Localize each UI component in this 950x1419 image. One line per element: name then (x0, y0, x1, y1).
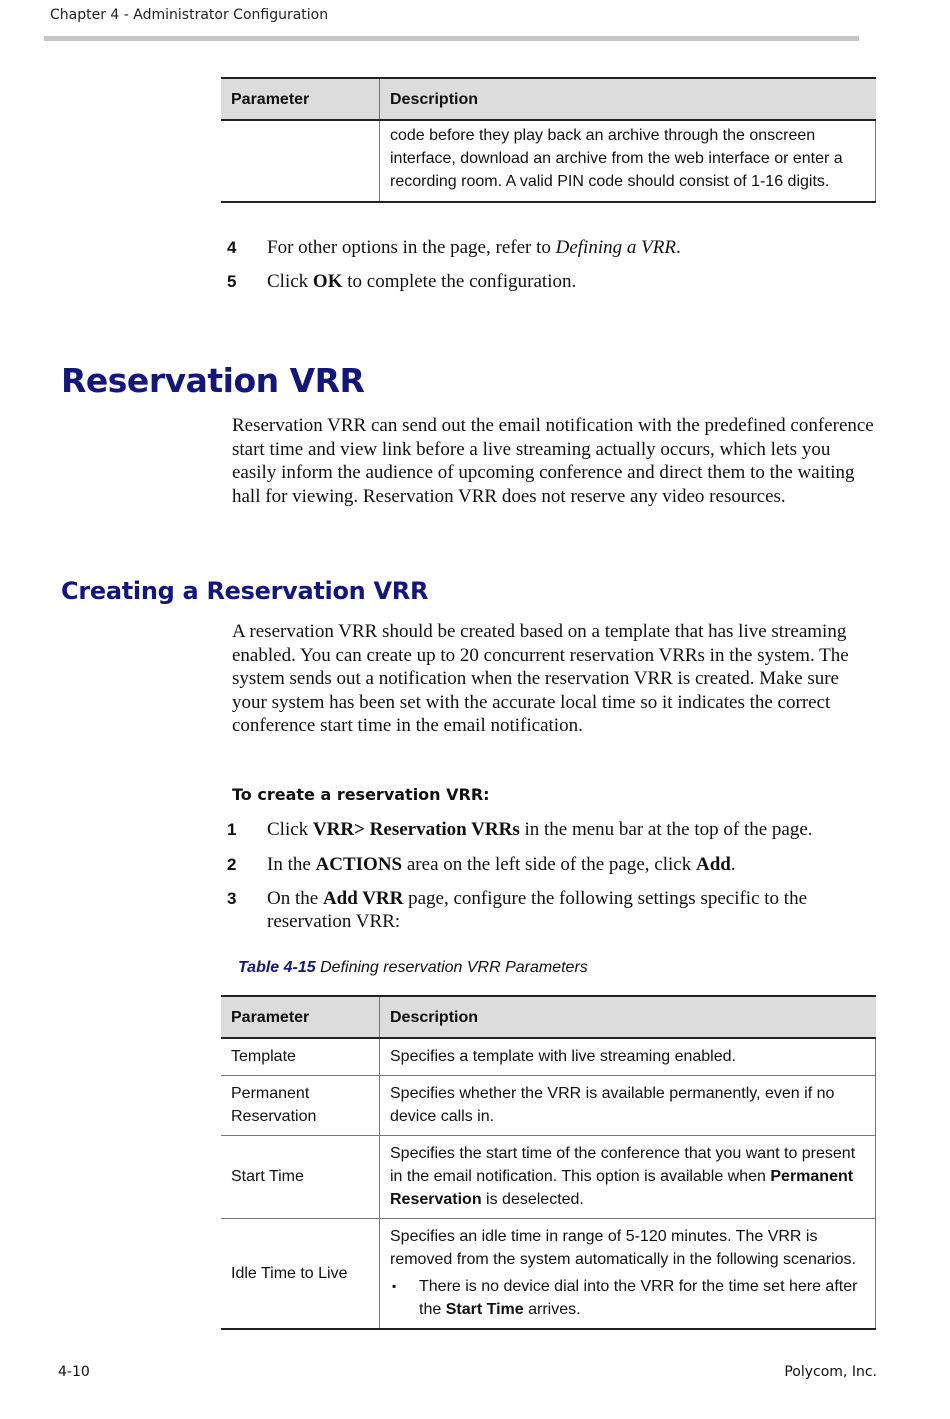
procedure-step-2 (227, 853, 867, 876)
description-text: Specifies the start time of the conference that you want to present in the email notification. This option is available when (390, 1145, 856, 1185)
step-text-part: page, configure the following settings specific to the reservation VRR: (267, 888, 808, 932)
step-text (267, 887, 867, 933)
bullet-square-icon: ▪ (392, 1279, 397, 1293)
step-text-part: . (730, 854, 736, 875)
description-cell (380, 1219, 876, 1330)
bullet-text-part: arrives. (523, 1301, 581, 1318)
step-text (267, 818, 867, 841)
description-text: Specifies an idle time in range of 5-120 minutes. The VRR is removed from the system automatically in the following scenarios. (390, 1228, 856, 1268)
description-cell: Specifies whether the VRR is available permanently, even if no device calls in. (380, 1076, 876, 1136)
parameter-cell: Idle Time to Live (221, 1219, 380, 1330)
description-bold: Permanent Reservation (390, 1168, 854, 1208)
step-text-part: in the menu bar at the top of the page. (519, 819, 813, 840)
step-text-part: For other options in the page, refer to (267, 237, 556, 258)
table-row (221, 1076, 876, 1136)
subsection-body: A reservation VRR should be created based on a template that has live streaming enabled. You can create up to 20 concurrent reservation VRRs in the system. The system sends out a notification when the reservation VRR is created. Make sure your system has been set with the accurate local time so it indicates the correct conference start time in the email notification. (232, 621, 849, 736)
step-text-bold: Add (695, 854, 731, 875)
column-header-parameter: Parameter (221, 996, 380, 1038)
description-cell (380, 1136, 876, 1219)
continued-parameter-table (221, 77, 876, 203)
step-text-part: Click (267, 271, 313, 292)
cross-reference-link[interactable]: Defining a VRR (555, 237, 676, 258)
step-text-part: . (675, 237, 681, 258)
step-text (267, 270, 867, 293)
step-text-bold: ACTIONS (315, 854, 403, 875)
subsection-title: Creating a Reservation VRR (61, 577, 429, 605)
table-row (221, 1136, 876, 1219)
step-text-part: On the (267, 888, 323, 909)
description-text: is deselected. (481, 1191, 584, 1208)
table-caption (238, 959, 588, 977)
bullet-item (390, 1275, 865, 1321)
description-cell: code before they play back an archive through the onscreen interface, download an archive from the web interface or enter a recording room. A valid PIN code should consist of 1-16 digits. (380, 120, 876, 202)
procedure-step-3 (227, 887, 867, 933)
reservation-vrr-parameter-table (221, 995, 876, 1330)
column-header-description: Description (380, 78, 876, 120)
step-number: 5 (227, 272, 237, 291)
table-caption-text: Defining reservation VRR Parameters (315, 959, 588, 976)
step-text (267, 236, 867, 259)
table-caption-label: Table 4-15 (238, 959, 316, 976)
parameter-cell: Start Time (221, 1136, 380, 1219)
section-title: Reservation VRR (61, 361, 365, 400)
step-text (267, 853, 867, 876)
step-text-bold: Add VRR (322, 888, 404, 909)
procedure-step-1 (227, 818, 867, 841)
running-header: Chapter 4 - Administrator Configuration (50, 7, 329, 23)
table-header-row (221, 996, 876, 1038)
parameter-cell: Template (221, 1038, 380, 1076)
step-4 (227, 236, 867, 259)
step-number: 1 (227, 820, 237, 839)
step-number: 4 (227, 238, 237, 257)
table-row (221, 1219, 876, 1330)
step-text-part: area on the left side of the page, click (402, 854, 696, 875)
column-header-parameter: Parameter (221, 78, 380, 120)
parameter-cell: Permanent Reservation (221, 1076, 380, 1136)
step-text-part: to complete the configuration. (342, 271, 577, 292)
table-row (221, 120, 876, 202)
step-number: 3 (227, 889, 237, 908)
step-number: 2 (227, 855, 237, 874)
table-row (221, 1038, 876, 1076)
page-number: 4-10 (58, 1364, 90, 1380)
step-text-bold: OK (312, 271, 343, 292)
parameter-cell (221, 120, 380, 202)
bullet-text (419, 1275, 865, 1321)
step-5 (227, 270, 867, 293)
description-cell: Specifies a template with live streaming enabled. (380, 1038, 876, 1076)
table-header-row (221, 78, 876, 120)
section-body: Reservation VRR can send out the email notification with the predefined conference start time and view link before a live streaming actually occurs, which lets you easily inform the audience of upcoming conference and direct them to the waiting hall for viewing. Reservation VRR does not reserve any video resources. (232, 415, 874, 507)
column-header-description: Description (380, 996, 876, 1038)
procedure-heading: To create a reservation VRR: (232, 785, 490, 804)
bullet-text-part: There is no device dial into the VRR for the time set here after the (419, 1278, 858, 1318)
bullet-text-bold: Start Time (445, 1301, 524, 1318)
step-text-part: Click (267, 819, 313, 840)
header-rule (44, 36, 859, 41)
step-text-part: In the (267, 854, 316, 875)
step-text-bold: VRR> Reservation VRRs (312, 819, 520, 840)
footer-company: Polycom, Inc. (784, 1364, 877, 1380)
